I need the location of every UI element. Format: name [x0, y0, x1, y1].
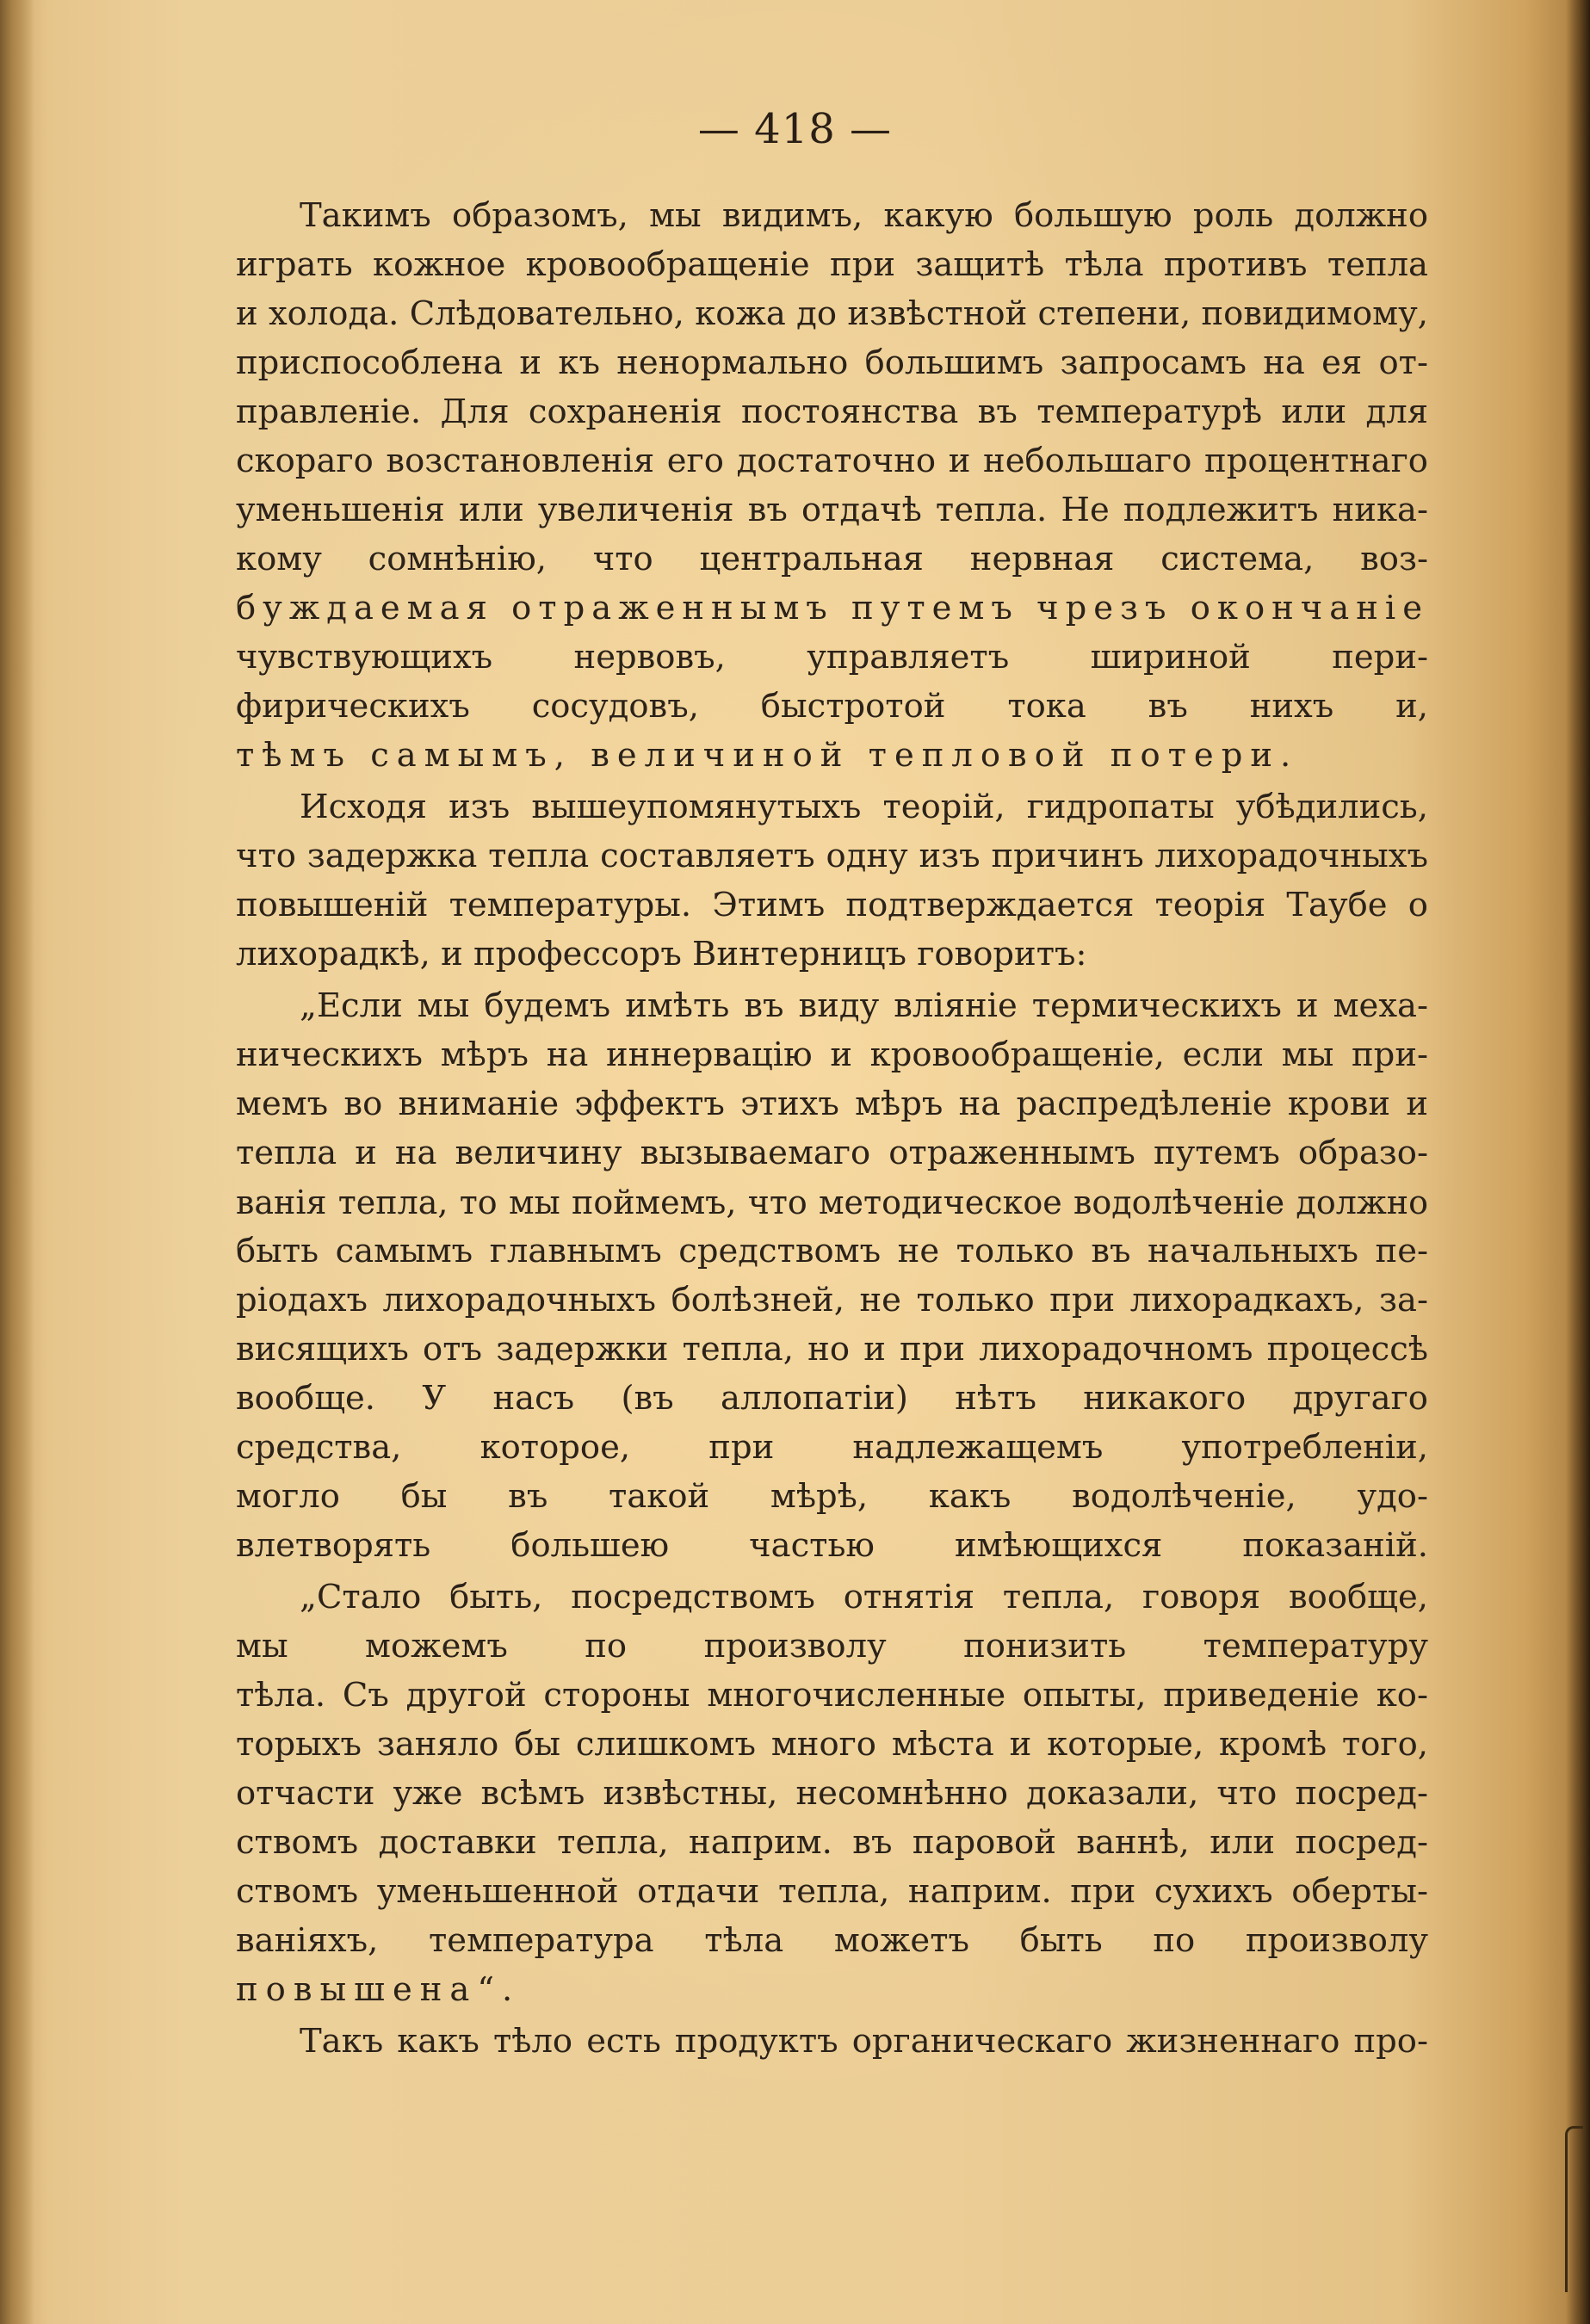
page-edge-corner — [1565, 2126, 1583, 2292]
text-line: что задержка тепла составляетъ одну изъ причинъ лихорадочныхъ — [236, 837, 1428, 875]
text-line: правленіе. Для сохраненія постоянства въ температурѣ или для — [236, 392, 1428, 431]
text-line: мемъ во вниманіе эффектъ этихъ мѣръ на распредѣленіе крови и — [236, 1085, 1428, 1123]
text-line: могло бы въ такой мѣрѣ, какъ водолѣченіе, удо- — [236, 1477, 1428, 1516]
text-line: тѣмъ самымъ, величиной тепловой потери. — [236, 736, 1299, 775]
text-line: висящихъ отъ задержки тепла, но и при лихорадочномъ процессѣ — [236, 1330, 1428, 1369]
text-line: тѣла. Съ другой стороны многочисленные опыты, приведеніе ко- — [236, 1676, 1428, 1715]
text-line: фирическихъ сосудовъ, быстротой тока въ нихъ и, — [236, 687, 1428, 726]
text-line: уменьшенія или увеличенія въ отдачѣ тепла. Не подлежитъ ника- — [236, 491, 1428, 529]
text-line: повышена“. — [236, 1970, 521, 2009]
text-line: повышеній температуры. Этимъ подтверждается теорія Таубе о — [236, 886, 1428, 924]
text-line: кому сомнѣнію, что центральная нервная система, воз- — [236, 540, 1428, 578]
text-line: Исходя изъ вышеупомянутыхъ теорій, гидропаты убѣдились, — [300, 788, 1428, 826]
text-line: играть кожное кровообращеніе при защитѣ тѣла противъ тепла — [236, 245, 1428, 284]
text-line: ствомъ уменьшенной отдачи тепла, наприм. при сухихъ оберты- — [236, 1872, 1428, 1911]
text-line: ваніяхъ, температура тѣла можетъ быть по произволу — [236, 1921, 1428, 1960]
text-line: буждаемая отраженнымъ путемъ чрезъ окончаніе — [236, 589, 1429, 627]
text-line: средства, которое, при надлежащемъ употребленіи, — [236, 1428, 1428, 1467]
text-line: чувствующихъ нервовъ, управляетъ шириной пери- — [236, 638, 1428, 677]
text-line: „Если мы будемъ имѣть въ виду вліяніе термическихъ и меха- — [300, 986, 1428, 1025]
text-line: Такимъ образомъ, мы видимъ, какую большую роль должно — [300, 196, 1428, 235]
text-line: приспособлена и къ ненормально большимъ запросамъ на ея от- — [236, 343, 1428, 382]
text-line: быть самымъ главнымъ средствомъ не только въ начальныхъ пе- — [236, 1232, 1428, 1270]
text-line: ванія тепла, то мы поймемъ, что методическое водолѣченіе должно — [236, 1184, 1428, 1221]
text-line: влетворять большею частью имѣющихся показаній. — [236, 1526, 1428, 1565]
page-number: — 418 — — [697, 105, 893, 153]
text-line: отчасти уже всѣмъ извѣстны, несомнѣнно доказали, что посред- — [236, 1774, 1428, 1813]
text-line: лихорадкѣ, и профессоръ Винтерницъ говоритъ: — [236, 935, 1087, 973]
binding-shadow — [0, 0, 34, 2324]
text-line: тепла и на величину вызываемаго отраженнымъ путемъ образо- — [236, 1134, 1428, 1172]
text-line: торыхъ заняло бы слишкомъ много мѣста и которые, кромѣ того, — [236, 1725, 1428, 1764]
text-line: „Стало быть, посредствомъ отнятія тепла, говоря вообще, — [300, 1578, 1428, 1616]
text-line: скораго возстановленія его достаточно и небольшаго процентнаго — [236, 442, 1428, 480]
text-line: ствомъ доставки тепла, наприм. въ паровой ваннѣ, или посред- — [236, 1823, 1428, 1862]
text-line: ническихъ мѣръ на иннервацію и кровообращеніе, если мы при- — [236, 1035, 1428, 1074]
page-edge — [1566, 0, 1590, 2324]
text-line: мы можемъ по произволу понизить температуру — [236, 1627, 1428, 1666]
text-line: и холода. Слѣдовательно, кожа до извѣстной степени, повидимому, — [236, 294, 1428, 333]
text-line: вообще. У насъ (въ аллопатіи) нѣтъ никакого другаго — [236, 1379, 1428, 1418]
text-line: ріодахъ лихорадочныхъ болѣзней, не только при лихорадкахъ, за- — [236, 1281, 1428, 1320]
text-line: Такъ какъ тѣло есть продуктъ органическаго жизненнаго про- — [300, 2022, 1428, 2061]
